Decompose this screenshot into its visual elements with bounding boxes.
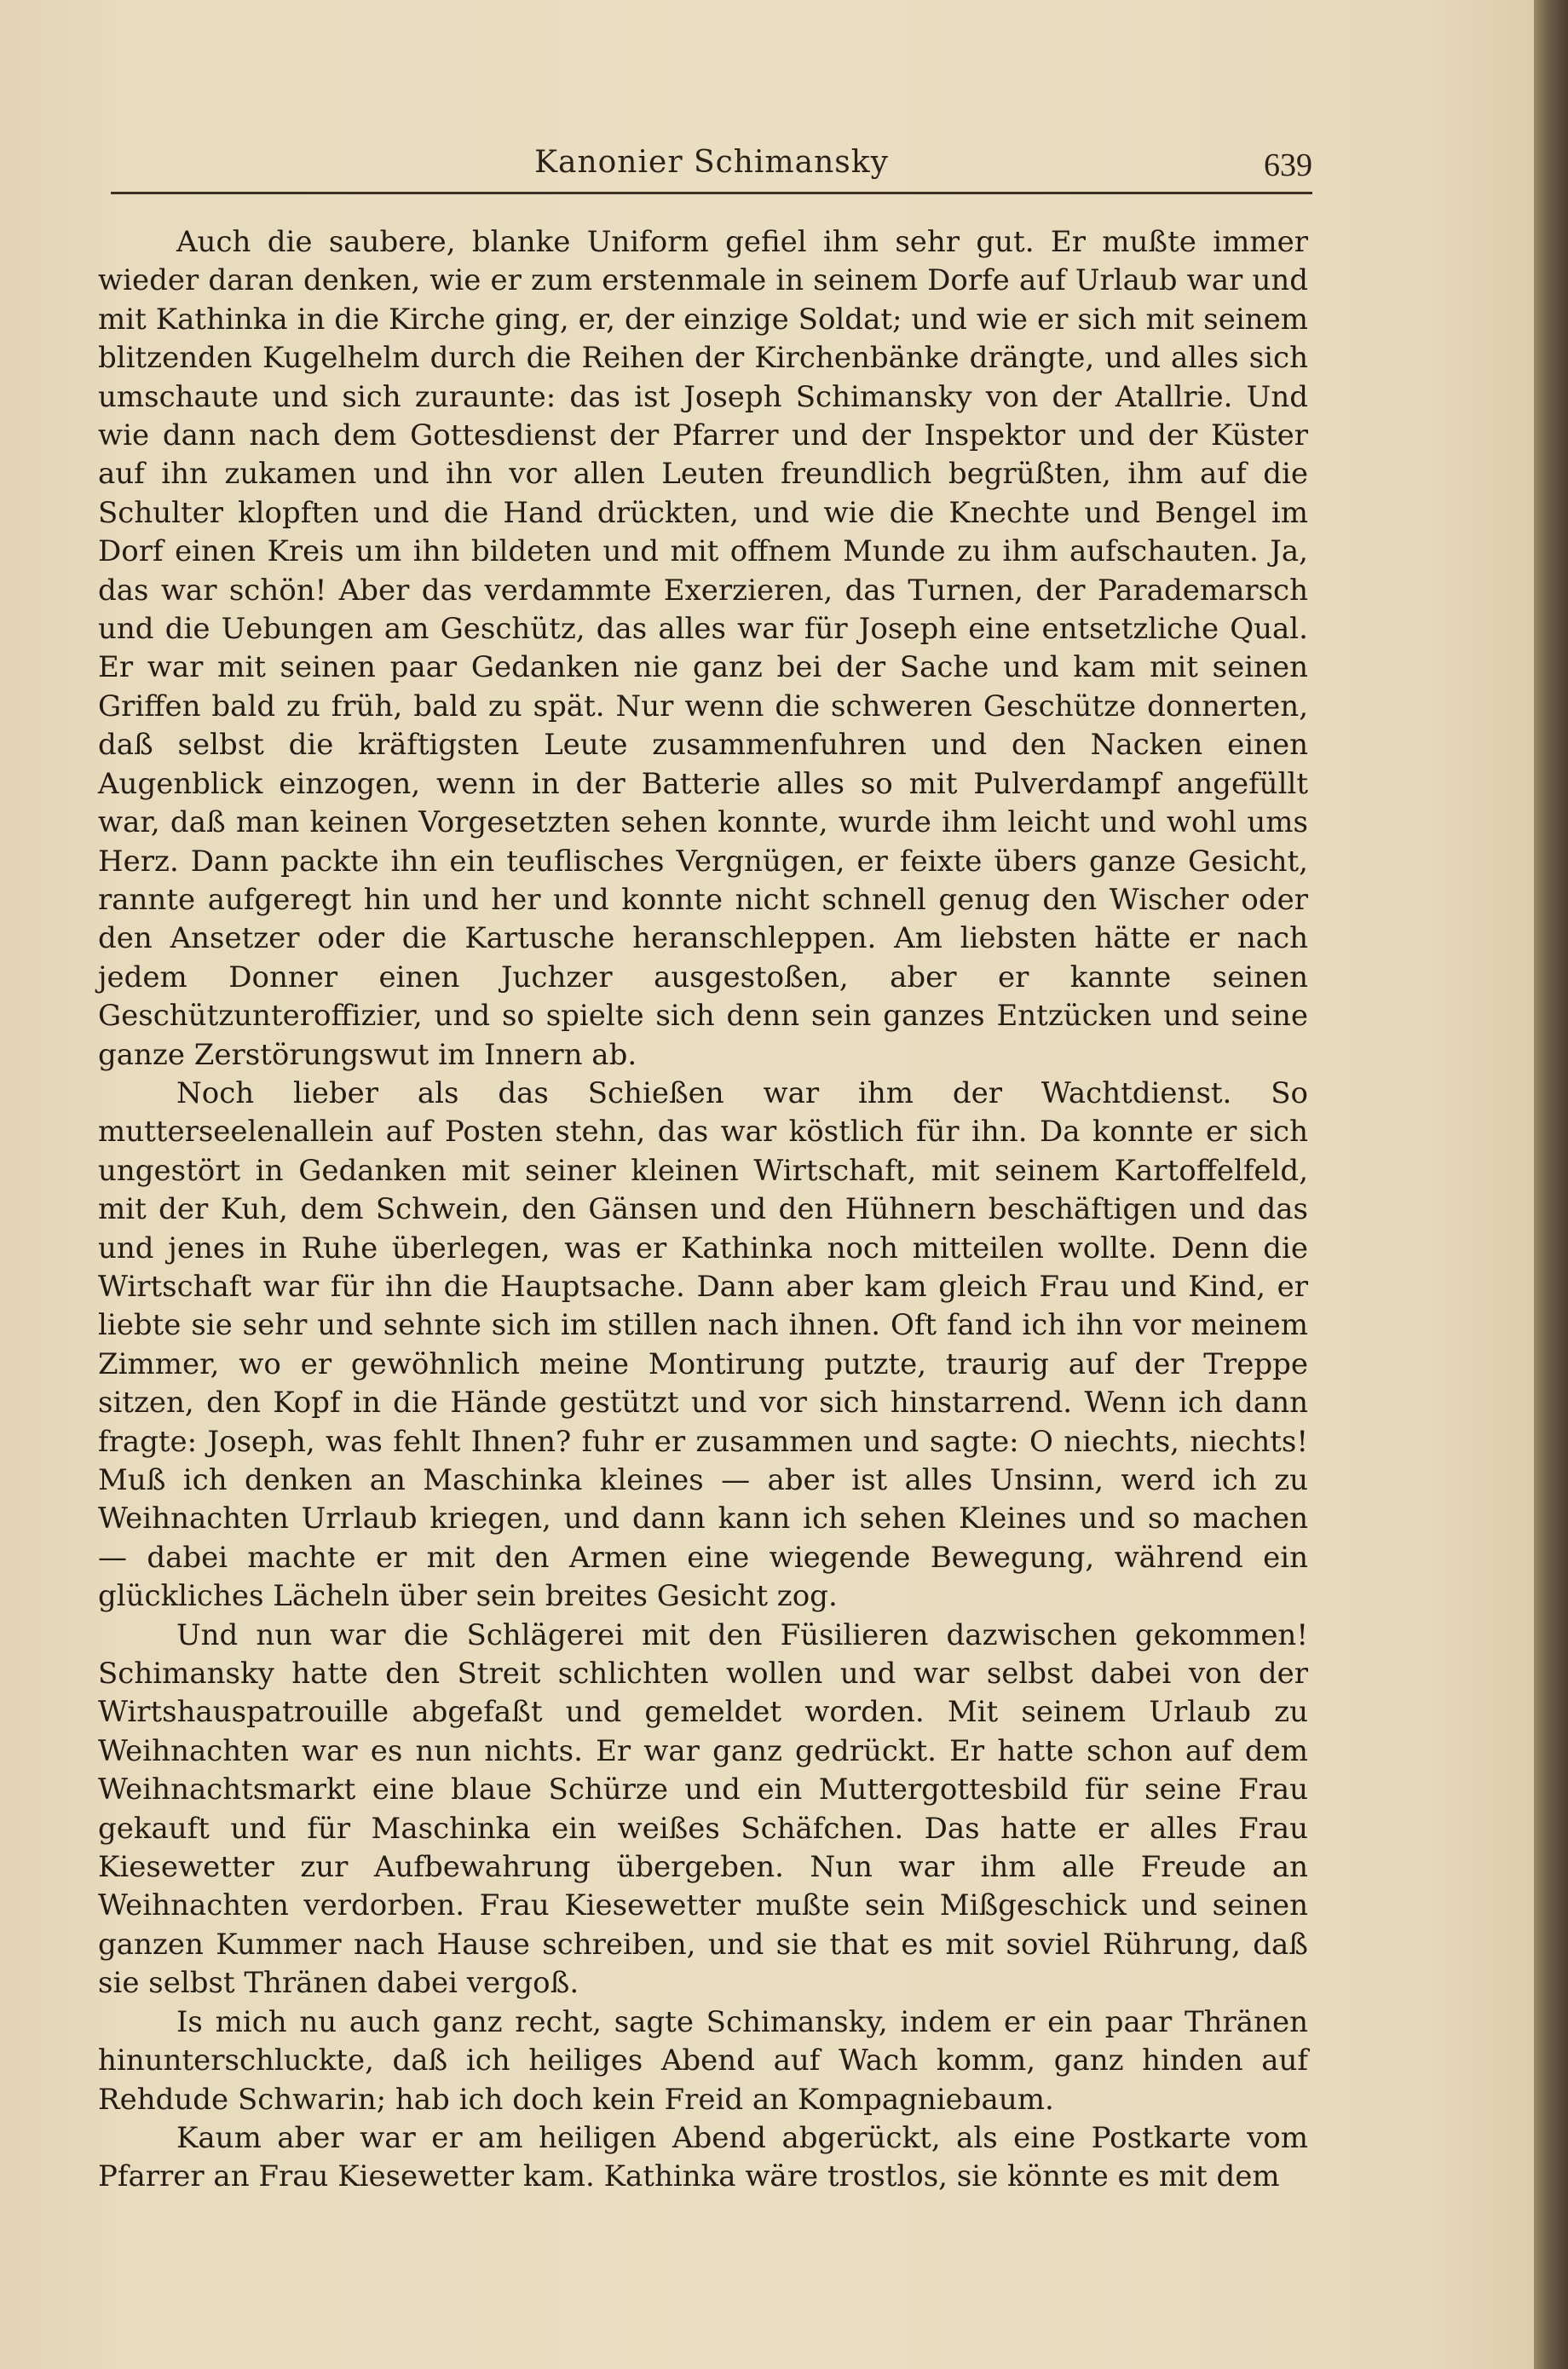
paragraph: Noch lieber als das Schießen war ihm der Wachtdienst. So mutterseelenallein auf Posten stehn, das war köstlich für ihn. Da konnte er sich ungestört in Gedanken mit seiner kleinen Wirtschaft, mit seinem Kartoffelfeld, mit der Kuh, dem Schwein, den Gänsen und den Hühnern beschäftigen und das und jenes in Ruhe überlegen, was er Kathinka noch mitteilen wollte. Denn die Wirtschaft war für ihn die Hauptsache. Dann aber kam gleich Frau und Kind, er liebte sie sehr und sehnte sich im stillen nach ihnen. Oft fand ich ihn vor meinem Zimmer, wo er gewöhnlich meine Montirung putzte, traurig auf der Treppe sitzen, den Kopf in die Hände gestützt und vor sich hinstarrend. Wenn ich dann fragte: Joseph, was fehlt Ihnen? fuhr er zusammen und sagte: O niechts, niechts! Muß ich denken an Maschinka kleines — aber ist alles Unsinn, werd ich zu Weihnachten Urrlaub kriegen, und dann kann ich sehen Kleines und so machen — dabei machte er mit den Armen eine wiegende Bewegung, während ein glückliches Lächeln über sein breites Gesicht zog. — [98, 1075, 1308, 1614]
paragraph: Kaum aber war er am heiligen Abend abgerückt, als eine Postkarte vom Pfarrer an Frau Kiesewetter kam. Kathinka wäre trostlos, sie könnte es mit dem — [98, 2120, 1308, 2194]
body-text — [98, 223, 1308, 2197]
running-title: Kanonier Schimansky — [534, 145, 889, 180]
paragraph: Auch die saubere, blanke Uniform gefiel ihm sehr gut. Er mußte immer wieder daran denken, wie er zum erstenmale in seinem Dorfe auf Urlaub war und mit Kathinka in die Kirche ging, er, der einzige Soldat; und wie er sich mit seinem blitzenden Kugelhelm durch die Reihen der Kirchenbänke drängte, und alles sich umschaute und sich zuraunte: das ist Joseph Schimansky von der Atallrie. Und wie dann nach dem Gottesdienst der Pfarrer und der Inspektor und der Küster auf ihn zukamen und ihn vor allen Leuten freundlich begrüßten, ihm auf die Schulter klopften und die Hand drückten, und wie die Knechte und Bengel im Dorf einen Kreis um ihn bildeten und mit offnem Munde zu ihm aufschauten. Ja, das war schön! Aber das verdammte Exerzieren, das Turnen, der Parademarsch und die Uebungen am Geschütz, das alles war für Joseph eine entsetzliche Qual. Er war mit seinen paar Gedanken nie ganz bei der Sache und kam mit seinen Griffen bald zu früh, bald zu spät. Nur wenn die schweren Geschütze donnerten, daß selbst die kräftigsten Leute zusammenfuhren und den Nacken einen Augenblick einzogen, wenn in der Batterie alles so mit Pulverdampf angefüllt war, daß man keinen Vorgesetzten sehen konnte, wurde ihm leicht und wohl ums Herz. Dann packte ihn ein teuflisches Vergnügen, er feixte übers ganze Gesicht, rannte aufgeregt hin und her und konnte nicht schnell genug den Wischer oder den Ansetzer oder die Kartusche heranschleppen. Am liebsten hätte er nach jedem Donner einen Juchzer ausgestoßen, aber er kannte seinen Geschützunteroffizier, und so spielte sich denn sein ganzes Entzücken und seine ganze Zerstörungswut im Innern ab. — [98, 225, 1308, 1072]
page-header — [111, 145, 1312, 189]
page-number: 639 — [1264, 147, 1312, 183]
paragraph: Und nun war die Schlägerei mit den Füsilieren dazwischen gekommen! Schimansky hatte den Streit schlichten wollen und war selbst dabei von der Wirtshauspatrouille abgefaßt und gemeldet worden. Mit seinem Urlaub zu Weihnachten war es nun nichts. Er war ganz gedrückt. Er hatte schon auf dem Weihnachtsmarkt eine blaue Schürze und ein Muttergottesbild für seine Frau gekauft und für Maschinka ein weißes Schäfchen. Das hatte er alles Frau Kiesewetter zur Aufbewahrung übergeben. Nun war ihm alle Freude an Weihnachten verdorben. Frau Kiesewetter mußte sein Mißgeschick und seinen ganzen Kummer nach Hause schreiben, und sie that es mit soviel Rührung, daß sie selbst Thränen dabei vergoß. — [98, 1617, 1308, 2001]
header-rule — [111, 192, 1312, 194]
paragraph: Is mich nu auch ganz recht, sagte Schimansky, indem er ein paar Thränen hinunterschluckte, daß ich heiliges Abend auf Wach komm, ganz hinden auf Rehdude Schwarin; hab ich doch kein Freid an Kompagniebaum. — [98, 2004, 1308, 2117]
book-spine-edge — [1534, 0, 1568, 2369]
